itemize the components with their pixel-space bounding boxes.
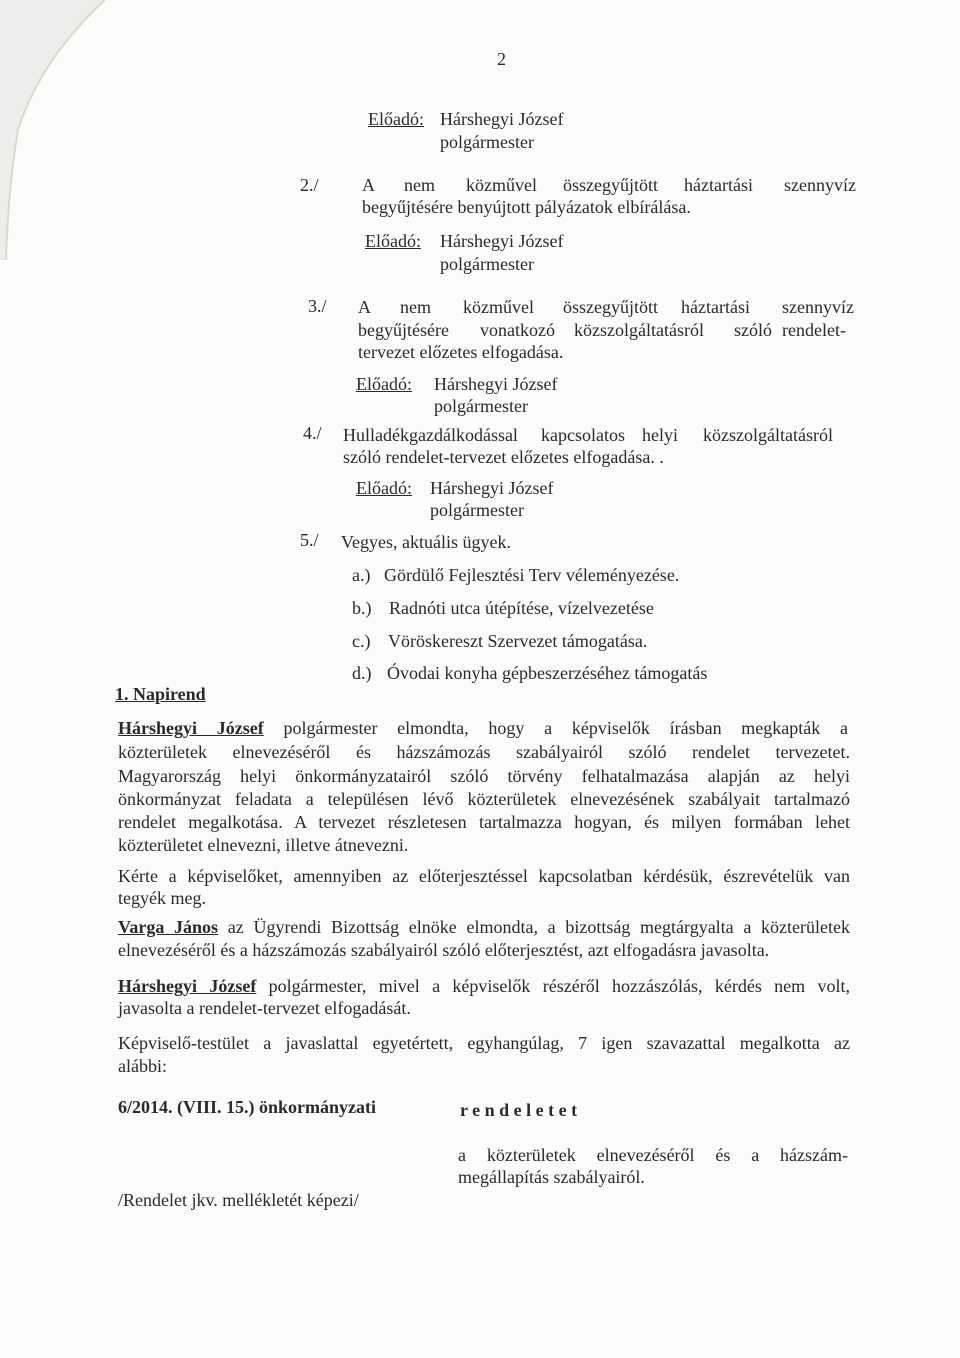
word: nem [404,175,435,195]
sub-item-label: d.) [352,663,372,683]
decree-note: /Rendelet jkv. mellékletét képezi/ [118,1190,359,1210]
agenda-item-line: tervezet előzetes elfogadása. [358,342,564,362]
agenda-item-number: 4./ [303,423,322,443]
paragraph-line: Hárshegyi József polgármester, mivel a képviselők részéről hozzászólás, kérdés nem volt, [118,976,850,996]
presenter-name: Hárshegyi József [434,374,558,394]
agenda-item-number: 3./ [308,296,327,316]
paragraph-line: közterületet elnevezni, illetve átnevezni. [118,835,409,855]
paragraph-line: tegyék meg. [118,888,206,908]
word: közművel [466,175,537,195]
paragraph-line: Képviselő-testület a javaslattal egyetértett, egyhangúlag, 7 igen szavazattal megalkotta az [118,1033,850,1053]
presenter-label: Előadó: [356,478,412,498]
speaker-name: Varga János [118,917,219,937]
word: összegyűjtött [563,297,658,317]
word: kapcsolatos [541,425,625,445]
page-number: 2 [497,49,506,69]
decree-number: 6/2014. (VIII. 15.) önkormányzati [118,1097,377,1117]
presenter-label: Előadó: [356,374,412,394]
word: közszolgáltatásról [703,425,833,445]
presenter-role: polgármester [430,500,524,520]
word: összegyűjtött [563,175,658,195]
paragraph-line: alábbi: [118,1056,167,1076]
agenda-item-line: szóló rendelet-tervezet előzetes elfogadása. . [343,447,664,467]
word: Hulladékgazdálkodással [343,425,518,445]
word: nem [400,297,431,317]
paragraph-line: Hárshegyi József polgármester elmondta, hogy a képviselők írásban megkapták a [118,718,849,738]
paragraph-line: Varga János az Ügyrendi Bizottság elnöke elmondta, a bizottság megtárgyalta a közterületek [118,917,851,937]
presenter-name: Hárshegyi József [440,231,564,251]
word: vonatkozó [480,320,555,340]
word: rendelet- [782,320,846,340]
word: A [362,175,375,195]
agenda-item-number: 5./ [300,530,319,550]
word: közszolgáltatásról [574,320,704,340]
word: szóló [734,320,772,340]
word: háztartási [681,297,750,317]
paragraph-line: Kérte a képviselőket, amennyiben az előterjesztéssel kapcsolatban kérdésük, észrevételük van [118,866,850,886]
paragraph-line: rendelet megalkotása. A tervezet részletesen tartalmazza hogyan, és milyen formában lehet [118,812,850,832]
word: közművel [463,297,534,317]
sub-item-text: Gördülő Fejlesztési Terv véleményezése. [384,565,680,585]
paragraph-line: Magyarország helyi önkormányzatairól szóló törvény felhatalmazása alapján az helyi [118,766,850,786]
word: háztartási [684,175,753,195]
decree-description-line: a közterületek elnevezéséről és a házszám- [458,1145,848,1165]
paragraph-line: javasolta a rendelet-tervezet elfogadását. [118,998,411,1018]
presenter-label: Előadó: [368,109,424,129]
presenter-label: Előadó: [365,231,421,251]
sub-item-text: Radnóti utca útépítése, vízelvezetése [389,598,654,618]
paragraph-line: elnevezéséről és a házszámozás szabályairól szóló előterjesztést, azt elfogadásra javasolta. [118,940,770,960]
page-fold-corner [0,0,110,260]
sub-item-label: b.) [352,598,372,618]
paragraph-line: önkormányzat feladata a településen lévő közterületek elnevezésének szabályait tartalmazó [118,789,850,809]
sub-item-label: c.) [352,631,371,651]
presenter-role: polgármester [440,132,534,152]
sub-item-label: a.) [352,565,371,585]
word: helyi [642,425,678,445]
speaker-name: Hárshegyi József [118,718,264,738]
word: szennyvíz [782,297,854,317]
word: szennyvíz [784,175,856,195]
sub-item-text: Óvodai konyha gépbeszerzéséhez támogatás [387,663,708,683]
presenter-role: polgármester [440,254,534,274]
paragraph-line: közterületek elnevezéséről és házszámozás szabályairól szóló rendelet tervezetet. [118,742,850,762]
presenter-name: Hárshegyi József [430,478,554,498]
presenter-role: polgármester [434,396,528,416]
word: begyűjtésére [358,320,449,340]
decree-description-line: megállapítás szabályairól. [458,1167,645,1187]
agenda-item-title: Vegyes, aktuális ügyek. [341,532,511,552]
sub-item-text: Vöröskereszt Szervezet támogatása. [388,631,648,651]
agenda-item-line: begyűjtésére benyújtott pályázatok elbírálása. [362,197,691,217]
agenda-item-number: 2./ [300,175,319,195]
speaker-name: Hárshegyi József [118,976,257,996]
word: A [358,297,371,317]
decree-word: r e n d e l e t e t [460,1100,578,1120]
section-heading: 1. Napirend [115,684,206,704]
presenter-name: Hárshegyi József [440,109,564,129]
